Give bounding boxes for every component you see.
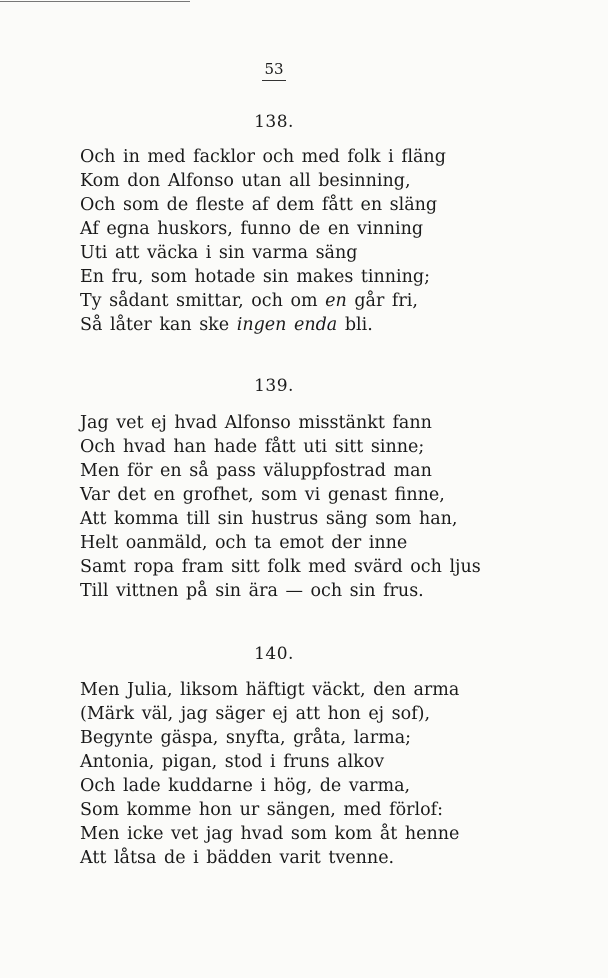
verse-line: Jag vet ej hvad Alfonso misstänkt fann: [80, 413, 432, 433]
verse-line: (Märk väl, jag säger ej att hon ej sof),: [80, 704, 431, 724]
verse-line: Att komma till sin hustrus säng som han,: [80, 509, 458, 529]
stanza-140: [80, 678, 500, 870]
verse-line: Så låter kan ske ingen enda bli.: [80, 315, 373, 335]
verse-line: Af egna huskors, funno de en vinning: [80, 219, 424, 239]
verse-line: Samt ropa fram sitt folk med svärd och ljus: [80, 557, 481, 577]
verse-line: Som komme hon ur sängen, med förlof:: [80, 800, 444, 820]
verse-line: Men icke vet jag hvad som kom åt henne: [80, 824, 460, 844]
verse-line: Att låtsa de i bädden varit tvenne.: [80, 848, 395, 868]
verse-line: Helt oanmäld, och ta emot der inne: [80, 533, 408, 553]
verse-line: En fru, som hotade sin makes tinning;: [80, 267, 430, 287]
stanza-number-139: 139.: [254, 376, 294, 396]
emphasis: ingen enda: [236, 315, 338, 335]
stanza-number-140: 140.: [254, 644, 294, 664]
verse-line: Uti att väcka i sin varma säng: [80, 243, 358, 263]
verse-line: Och hvad han hade fått uti sitt sinne;: [80, 437, 425, 457]
verse-line: Men för en så pass väluppfostrad man: [80, 461, 432, 481]
verse-line: Till vittnen på sin ära — och sin frus.: [80, 581, 424, 601]
stanza-139: [80, 411, 500, 603]
verse-line: Begynte gäspa, snyfta, gråta, larma;: [80, 728, 412, 748]
verse-line: Och lade kuddarne i hög, de varma,: [80, 776, 411, 796]
stanza-138: [80, 145, 500, 337]
verse-line: Och in med facklor och med folk i fläng: [80, 147, 446, 167]
verse-line: Men Julia, liksom häftigt väckt, den arma: [80, 680, 460, 700]
verse-line: Var det en grofhet, som vi genast finne,: [80, 485, 445, 505]
verse-line: Och som de fleste af dem fått en släng: [80, 195, 438, 215]
emphasis: en: [325, 291, 347, 311]
top-rule: [0, 1, 190, 2]
verse-line: Ty sådant smittar, och om en går fri,: [80, 291, 418, 311]
verse-line: Kom don Alfonso utan all besinning,: [80, 171, 411, 191]
page-number: 53: [0, 60, 548, 81]
verse-line: Antonia, pigan, stod i fruns alkov: [80, 752, 385, 772]
stanza-number-138: 138.: [254, 112, 294, 132]
